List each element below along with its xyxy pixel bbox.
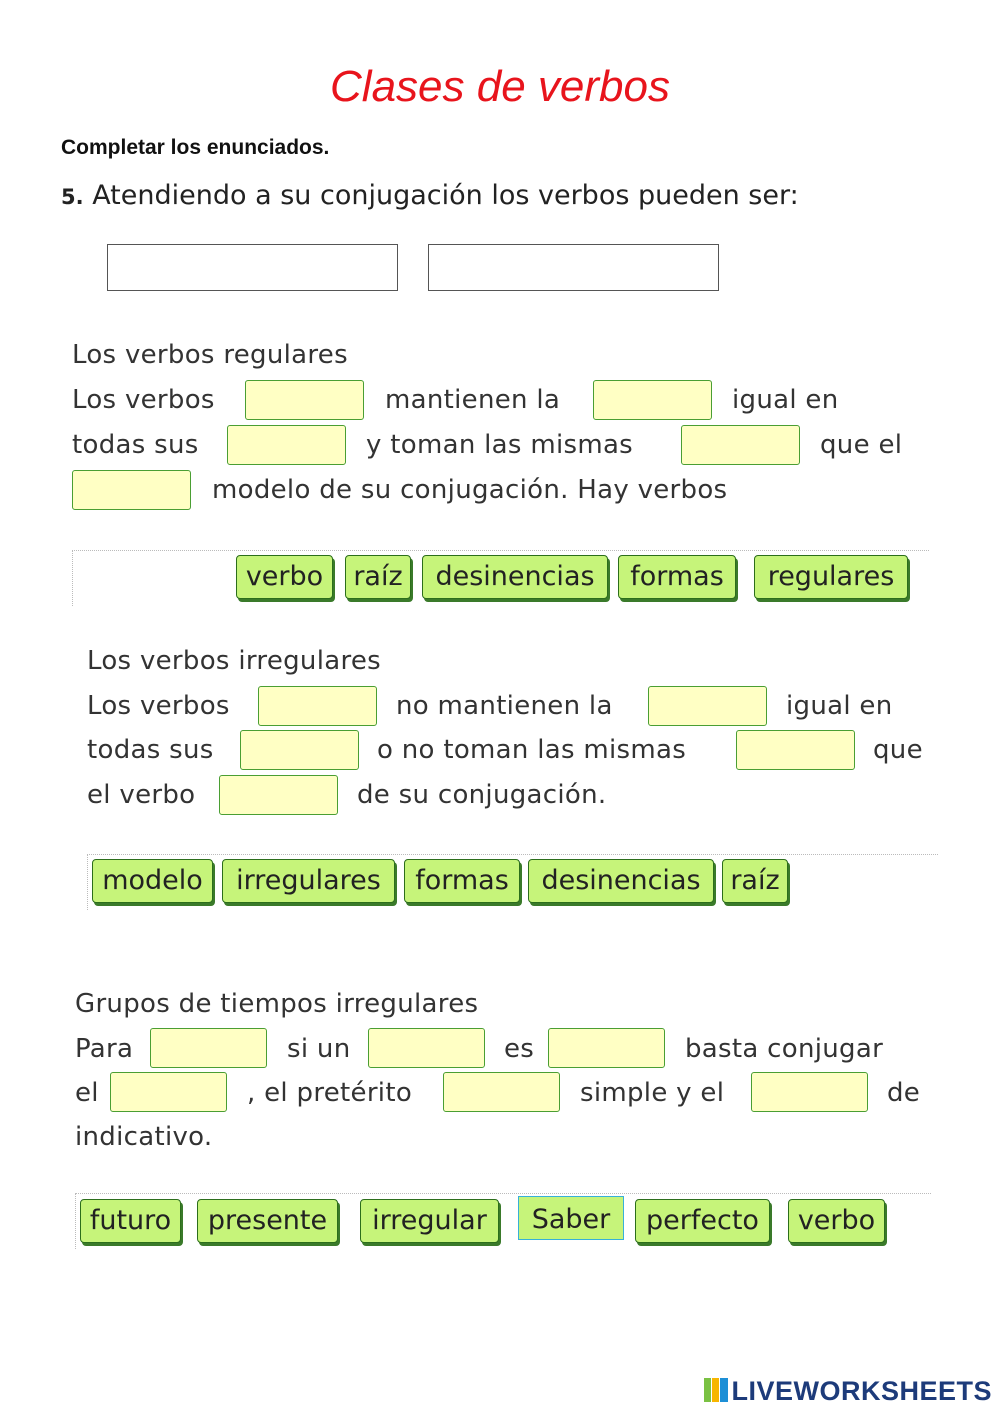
drop-blank[interactable] [258,686,377,726]
section2-text: o no toman las mismas [377,735,687,765]
brand-logo [703,1376,992,1407]
section3-text: simple y el [580,1078,725,1108]
section3-text: basta conjugar [685,1034,884,1064]
section2-text: de su conjugación. [357,780,607,810]
word-chip[interactable]: presente [197,1199,338,1243]
brand-name: LIVEWORKSHEETS [731,1376,992,1406]
section1-text: y toman las mismas [366,430,634,460]
word-chip[interactable]: desinencias [422,555,608,599]
liveworksheets-icon [703,1377,729,1403]
drop-blank[interactable] [368,1028,485,1068]
word-chip[interactable]: irregular [360,1199,499,1243]
word-chip[interactable]: modelo [92,859,213,903]
drop-blank[interactable] [110,1072,227,1112]
question-text: Atendiendo a su conjugación los verbos pueden ser: [92,180,799,211]
section2-text: que [873,735,923,765]
drop-blank[interactable] [443,1072,560,1112]
section3-text: el [75,1078,99,1108]
drop-blank[interactable] [150,1028,267,1068]
drop-blank[interactable] [219,775,338,815]
question-number: 5. [61,185,84,209]
word-chip[interactable]: futuro [80,1199,181,1243]
word-chip[interactable]: desinencias [528,859,714,903]
drop-blank[interactable] [548,1028,665,1068]
section2-text: todas sus [87,735,214,765]
section3-text: indicativo. [75,1122,213,1152]
section2-text: el verbo [87,780,196,810]
answer-input-1[interactable] [107,244,398,291]
section1-text: modelo de su conjugación. Hay verbos [212,475,728,505]
word-chip[interactable]: regulares [754,555,908,599]
word-chip[interactable]: raíz [345,555,411,599]
section3-text: si un [287,1034,351,1064]
worksheet-title: Clases de verbos [330,62,670,111]
drop-blank[interactable] [593,380,712,420]
drop-blank[interactable] [736,730,855,770]
section1-text: todas sus [72,430,199,460]
section2-text: no mantienen la [396,691,613,721]
section3-text: Para [75,1034,134,1064]
question-5 [61,180,799,211]
section1-text: Los verbos [72,385,215,415]
section2-text: Los verbos [87,691,230,721]
word-chip[interactable]: verbo [788,1199,885,1243]
word-chip[interactable]: irregulares [222,859,395,903]
word-chip[interactable]: formas [618,555,736,599]
word-chip[interactable]: verbo [236,555,333,599]
section3-text: , el pretérito [247,1078,413,1108]
word-chip[interactable]: raíz [722,859,788,903]
drop-blank[interactable] [751,1072,868,1112]
instruction-text: Completar los enunciados. [61,136,330,159]
word-chip[interactable]: formas [404,859,520,903]
drop-blank[interactable] [72,470,191,510]
drop-blank[interactable] [240,730,359,770]
drop-blank[interactable] [245,380,364,420]
drop-blank[interactable] [648,686,767,726]
section1-text: mantienen la [385,385,561,415]
section3-text: de [887,1078,921,1108]
section3-text: es [504,1034,535,1064]
section2-text: igual en [786,691,893,721]
word-chip[interactable]: perfecto [635,1199,770,1243]
section1-heading: Los verbos regulares [72,340,348,370]
section1-text: igual en [732,385,839,415]
section3-heading: Grupos de tiempos irregulares [75,989,479,1019]
drop-blank[interactable] [681,425,800,465]
section2-heading: Los verbos irregulares [87,646,382,676]
word-chip[interactable]: Saber [518,1196,624,1240]
drop-blank[interactable] [227,425,346,465]
section1-text: que el [820,430,903,460]
answer-input-2[interactable] [428,244,719,291]
